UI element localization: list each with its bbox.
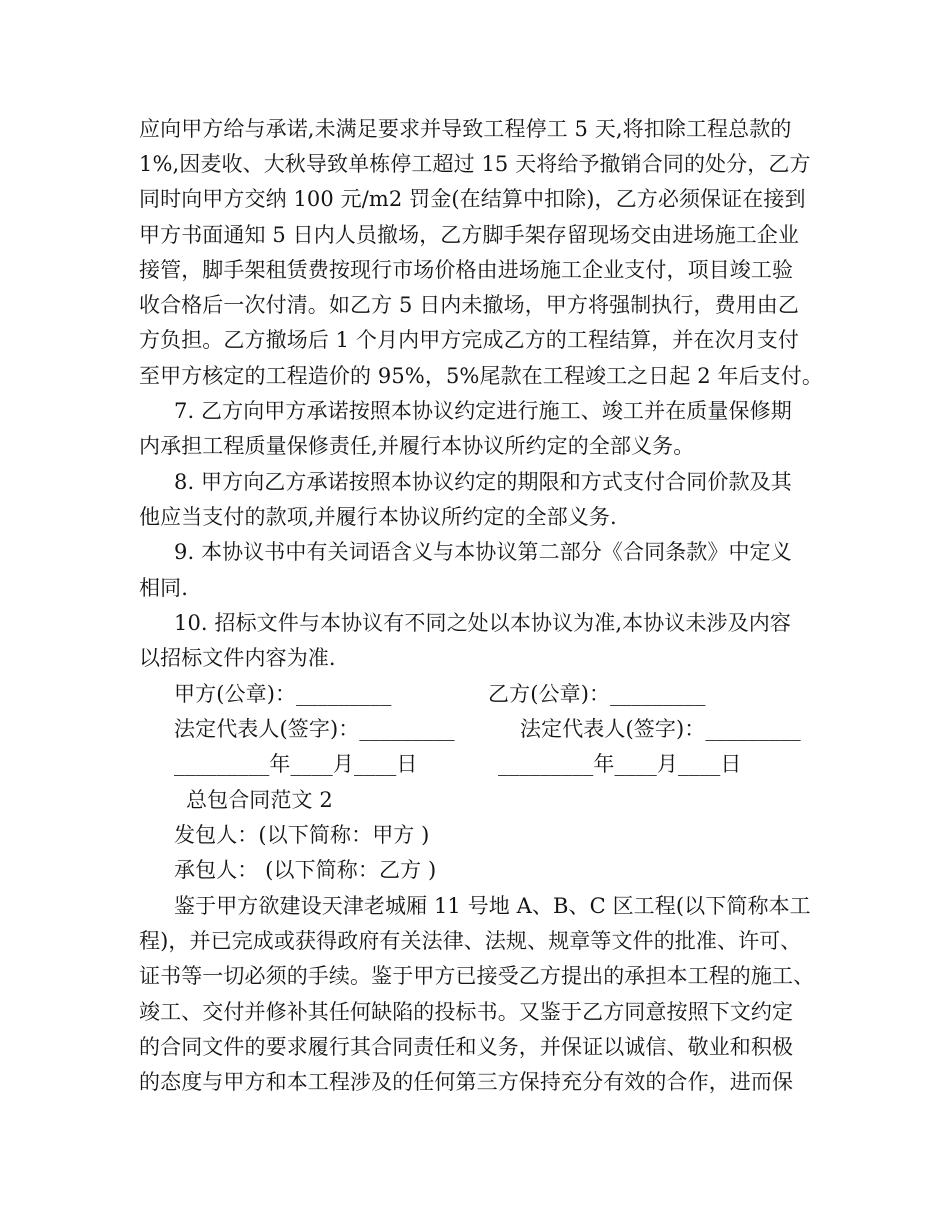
clause-7-line-2: 内承担工程质量保修责任,并履行本协议所约定的全部义务。 <box>139 434 695 458</box>
recital-line: 鉴于甲方欲建设天津老城厢 11 号地 A、B、C 区工程(以下简称本工 <box>174 894 811 918</box>
recital-line: 的态度与甲方和本工程涉及的任何第三方保持充分有效的合作，进而保 <box>139 1070 794 1094</box>
body-text-line: 至甲方核定的工程造价的 95%，5%尾款在工程竣工之日起 2 年后支付。 <box>139 364 823 388</box>
recital-line: 证书等一切必须的手续。鉴于甲方已接受乙方提出的承担本工程的施工、 <box>139 964 815 988</box>
body-text-line: 同时向甲方交纳 100 元/m2 罚金(在结算中扣除)，乙方必须保证在接到 <box>139 187 806 211</box>
party-b-representative-signature: 法定代表人(签字)：_________ <box>520 717 801 741</box>
body-text-line: 方负担。乙方撤场后 1 个月内甲方完成乙方的工程结算，并在次月支付 <box>139 328 800 352</box>
recital-line: 的合同文件的要求履行其合同责任和义务，并保证以诚信、敬业和积极 <box>139 1035 794 1059</box>
party-b-date: _________年____月____日 <box>498 752 742 776</box>
recital-line: 程)，并已完成或获得政府有关法律、法规、规章等文件的批准、许可、 <box>139 929 802 953</box>
clause-10-line-2: 以招标文件内容为准. <box>139 646 336 670</box>
body-text-line: 收合格后一次付清。如乙方 5 日内未撤场，甲方将强制执行，费用由乙 <box>139 293 800 317</box>
clause-8-line-1: 8. 甲方向乙方承诺按照本协议约定的期限和方式支付合同价款及其 <box>174 470 792 494</box>
recital-line: 竣工、交付并修补其任何缺陷的投标书。又鉴于乙方同意按照下文约定 <box>139 1000 794 1024</box>
clause-8-line-2: 他应当支付的款项,并履行本协议所约定的全部义务. <box>139 505 617 529</box>
contractor-line: 承包人： (以下简称：乙方 ) <box>174 858 437 882</box>
party-a-date: _________年____月____日 <box>174 752 418 776</box>
body-text-line: 应向甲方给与承诺,未满足要求并导致工程停工 5 天,将扣除工程总款的 <box>139 117 792 141</box>
section-heading: 总包合同范文 2 <box>186 788 333 812</box>
party-a-representative-signature: 法定代表人(签字)：_________ <box>174 717 455 741</box>
employer-line: 发包人：(以下简称：甲方 ) <box>174 823 430 847</box>
clause-7-line-1: 7. 乙方向甲方承诺按照本协议约定进行施工、竣工并在质量保修期 <box>174 399 792 423</box>
party-b-seal: 乙方(公章)：_________ <box>488 682 706 706</box>
body-text-line: 1%,因麦收、大秋导致单栋停工超过 15 天将给予撤销合同的处分，乙方 <box>139 152 811 176</box>
clause-9-line-1: 9. 本协议书中有关词语含义与本协议第二部分《合同条款》中定义 <box>174 540 792 564</box>
body-text-line: 甲方书面通知 5 日内人员撤场，乙方脚手架存留现场交由进场施工企业 <box>139 223 800 247</box>
party-a-seal: 甲方(公章)：_________ <box>174 682 392 706</box>
clause-10-line-1: 10. 招标文件与本协议有不同之处以本协议为准,本协议未涉及内容 <box>174 611 791 635</box>
body-text-line: 接管，脚手架租赁费按现行市场价格由进场施工企业支付，项目竣工验 <box>139 258 794 282</box>
clause-9-line-2: 相同. <box>139 576 188 600</box>
